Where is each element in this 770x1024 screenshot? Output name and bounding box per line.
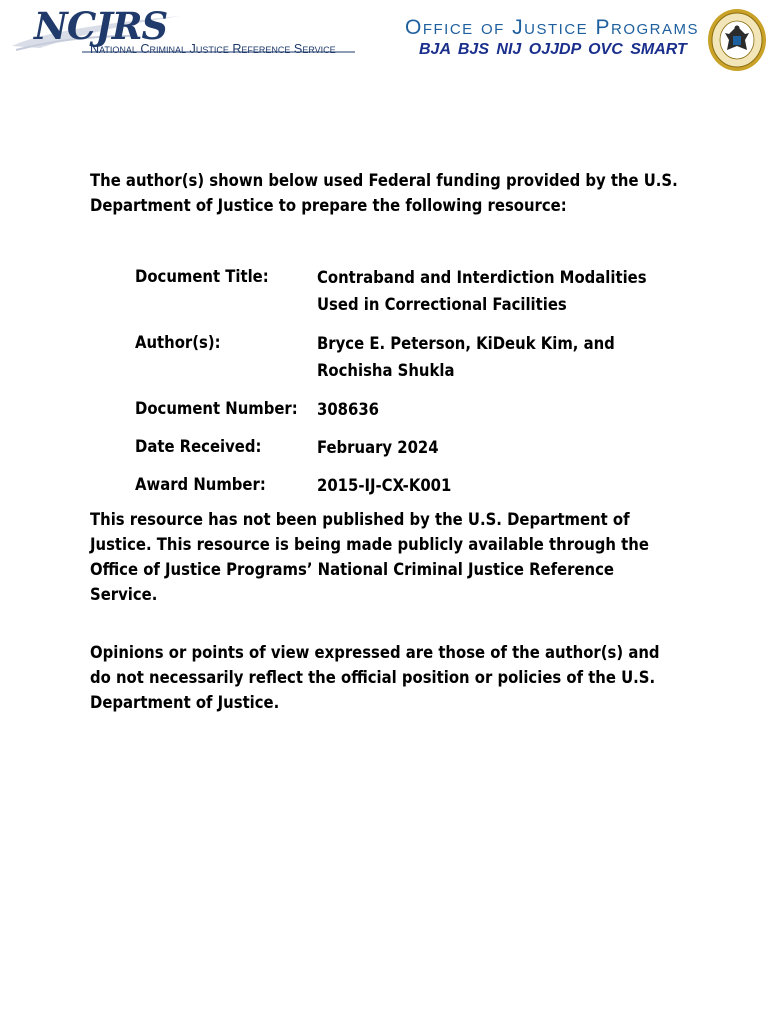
metadata-row-number [135,396,655,434]
document-body [90,168,690,712]
ojp-logo [403,8,765,74]
publication-disclaimer: This resource has not been published by the U.S. Department of Justice. This resource is being made publicly available through the Office of Justice Programs’ National Criminal Justice Reference Service. [90,510,649,604]
award-number-label: Award Number: [135,475,266,494]
metadata-row-date [135,434,655,472]
metadata-row-title [135,264,655,330]
date-received-value: February 2024 [317,438,439,457]
funding-statement: The author(s) shown below used Federal funding provided by the U.S. Department of Justice to prepare the following resource: [90,171,678,215]
ojp-bureaus: BJA BJS NIJ OJJDP OVC SMART [419,41,687,58]
metadata-row-authors [135,330,655,396]
doj-seal-icon [707,8,767,72]
document-title-value: Contraband and Interdiction Modalities Used in Correctional Facilities [317,268,647,314]
page-header [0,0,770,80]
authors-value: Bryce E. Peterson, KiDeuk Kim, and Rochisha Shukla [317,334,615,380]
ojp-title: Office of Justice Programs [405,16,700,39]
ncjrs-acronym: NCJRS [34,4,168,48]
ncjrs-full-name: National Criminal Justice Reference Service [90,42,336,56]
award-number-value: 2015-IJ-CX-K001 [317,476,452,495]
document-metadata [135,264,655,510]
document-number-label: Document Number: [135,399,298,418]
ncjrs-logo [10,6,355,56]
authors-label: Author(s): [135,333,221,352]
document-title-label: Document Title: [135,267,269,286]
document-number-value: 308636 [317,400,379,419]
opinion-disclaimer: Opinions or points of view expressed are those of the author(s) and do not necessarily reflect the official position or policies of the U.S. Department of Justice. [90,643,660,712]
date-received-label: Date Received: [135,437,262,456]
metadata-row-award [135,472,655,510]
